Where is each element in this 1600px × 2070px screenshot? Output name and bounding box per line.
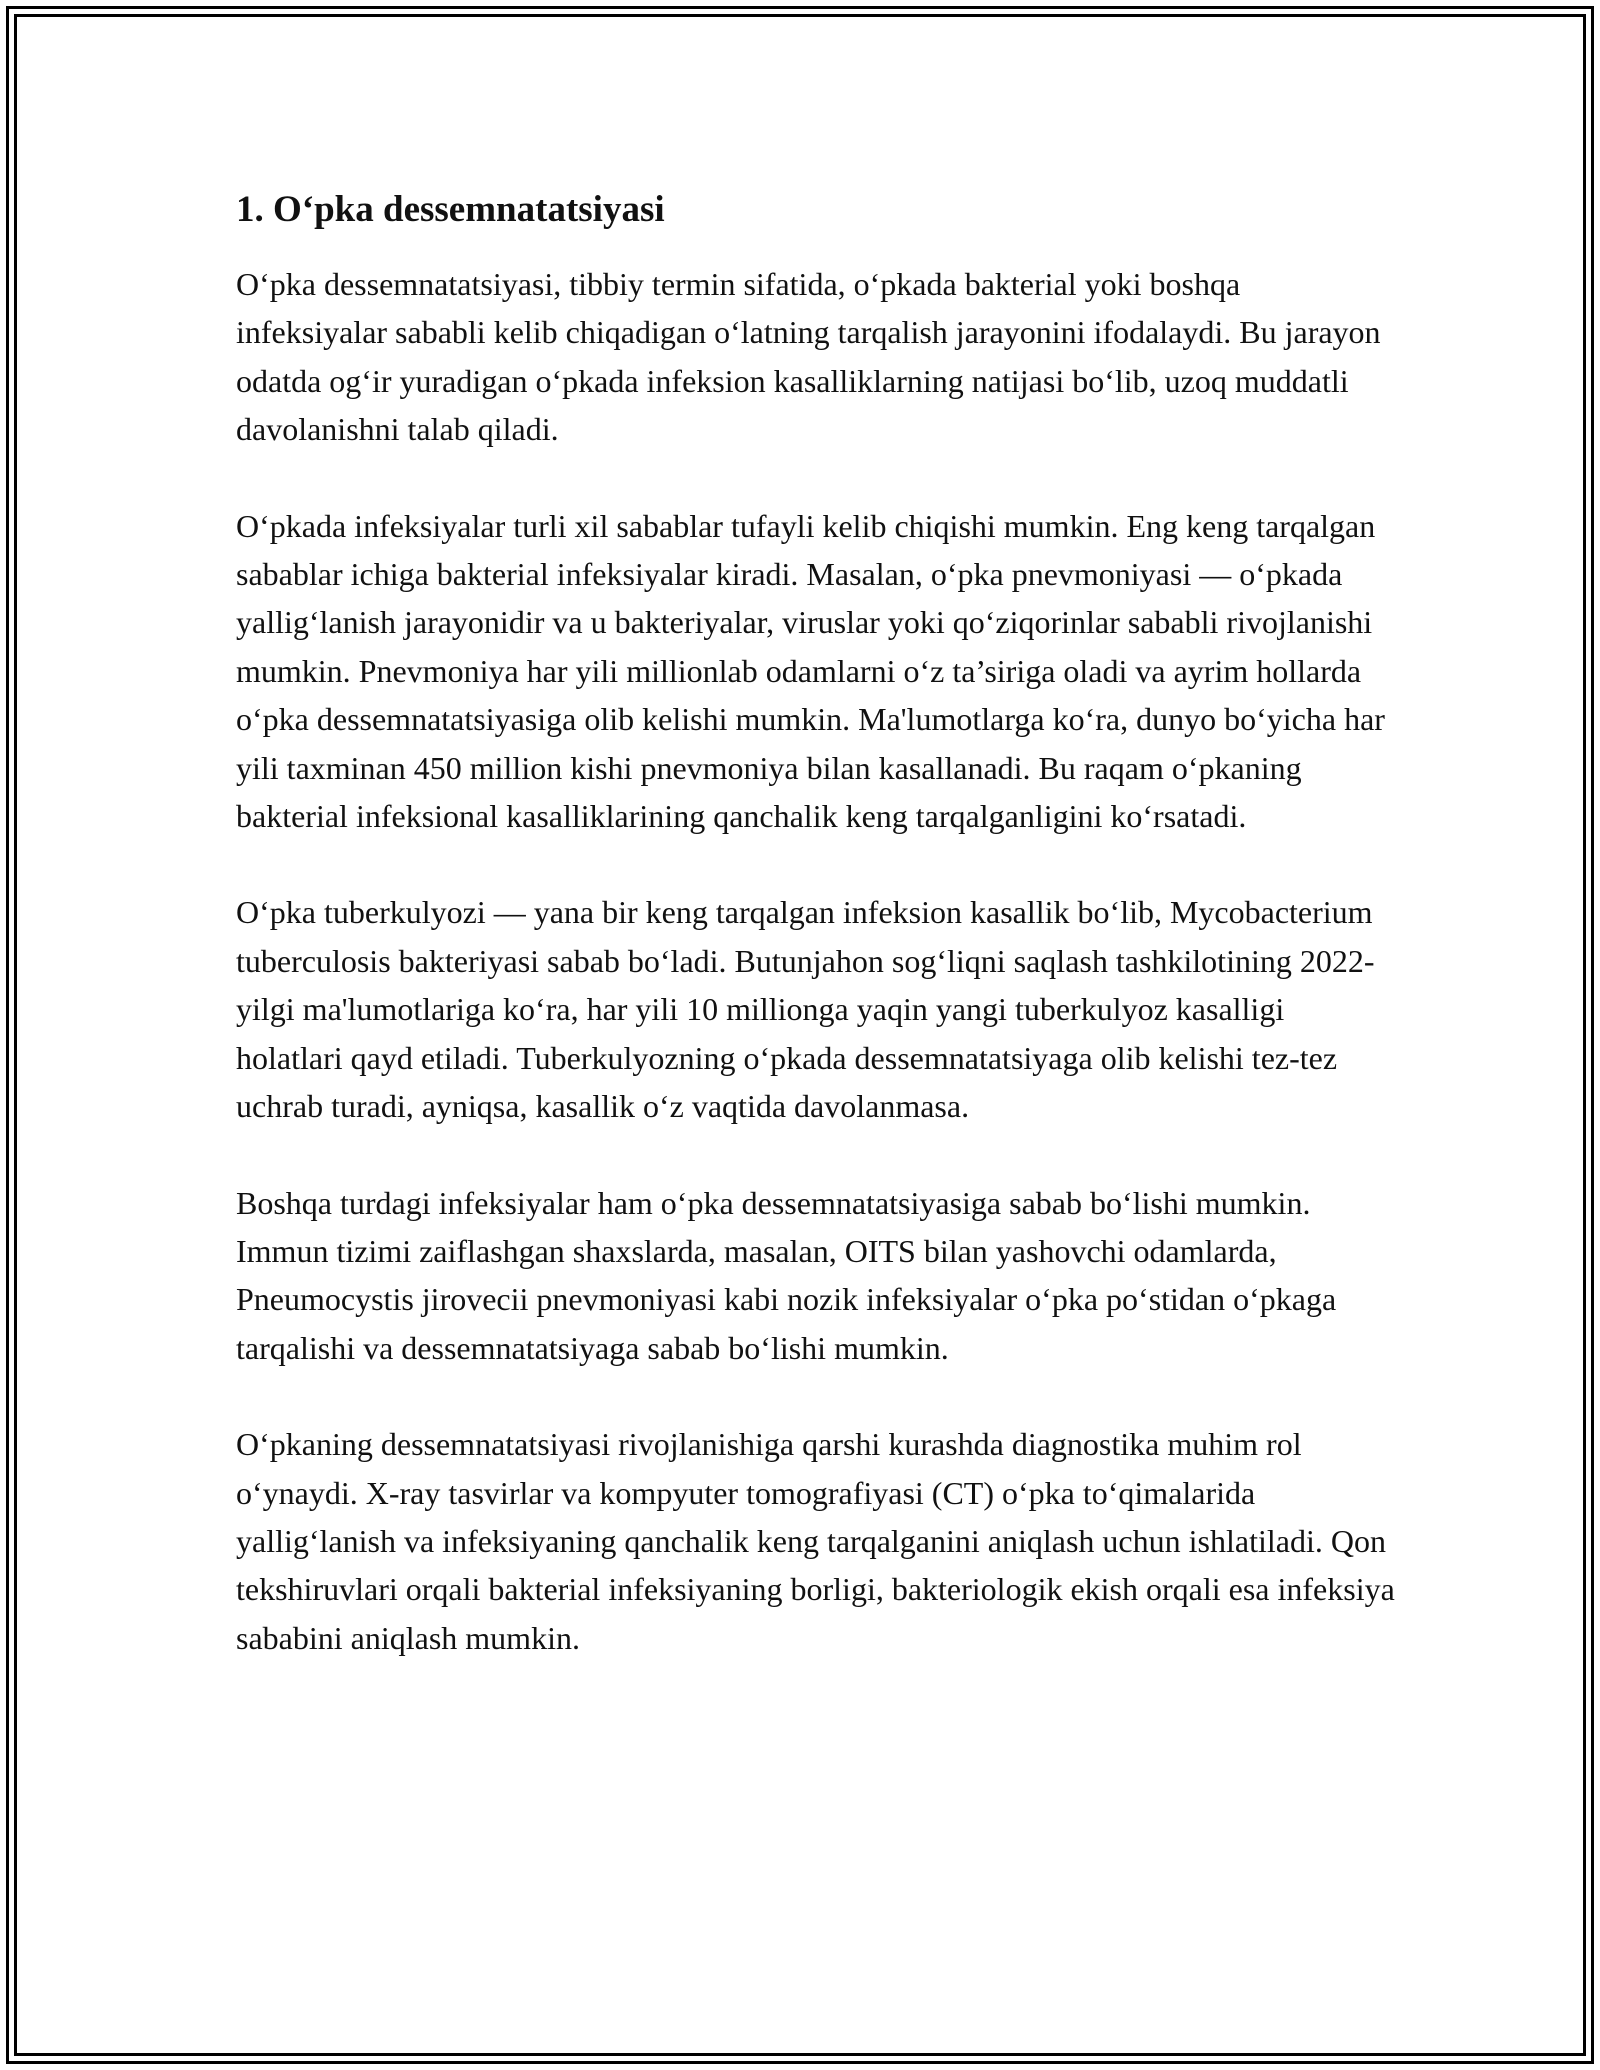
paragraph-other-infections: Boshqa turdagi infeksiyalar ham o‘pka dessemnatatsiyasiga sabab bo‘lishi mumkin. Immun tizimi zaiflashgan shaxslarda, masalan, OITS bilan yashovchi odamlarda, Pneumocystis jirovecii pnevmoniyasi kabi nozik infeksiyalar o‘pka po‘stidan o‘pkaga tarqalishi va dessemnatatsiyaga sabab bo‘lishi mumkin.	[236, 1184, 1337, 1366]
paragraph-diagnostics: O‘pkaning dessemnatatsiyasi rivojlanishiga qarshi kurashda diagnostika muhim rol o‘ynaydi. X-ray tasvirlar va kompyuter tomografiyasi (CT) o‘pka to‘qimalarida yallig‘lanish va infeksiyaning qanchalik keng tarqalganini aniqlash uchun ishlatiladi. Qon tekshiruvlari orqali bakterial infeksiyaning borligi, bakteriologik ekish orqali esa infeksiya sababini aniqlash mumkin.	[236, 1426, 1395, 1656]
paragraph-tuberculosis: O‘pka tuberkulyozi — yana bir keng tarqalgan infeksion kasallik bo‘lib, Mycobacterium tuberculosis bakteriyasi sabab bo‘ladi. Butunjahon sog‘liqni saqlash tashkilotining 2022-yilgi ma'lumotlariga ko‘ra, har yili 10 millionga yaqin yangi tuberkulyoz kasalligi holatlari qayd etiladi. Tuberkulyozning o‘pkada dessemnatatsiyaga olib kelishi tez-tez uchrab turadi, ayniqsa, kasallik o‘z vaqtida davolanmasa.	[236, 894, 1375, 1125]
section-heading: 1. O‘pka dessemnatatsiyasi	[236, 189, 665, 230]
document-body	[236, 188, 1396, 1662]
paragraph-pneumonia: O‘pkada infeksiyalar turli xil sabablar tufayli kelib chiqishi mumkin. Eng keng tarqalgan sabablar ichiga bakterial infeksiyalar kiradi. Masalan, o‘pka pnevmoniyasi — o‘pkada yallig‘lanish jarayonidir va u bakteriyalar, viruslar yoki qo‘ziqorinlar sababli rivojlanishi mumkin. Pnevmoniya har yili millionlab odamlarni o‘z ta’siriga oladi va ayrim hollarda o‘pka dessemnatatsiyasiga olib kelishi mumkin. Ma'lumotlarga ko‘ra, dunyo bo‘yicha har yili taxminan 450 million kishi pnevmoniya bilan kasallanadi. Bu raqam o‘pkaning bakterial infeksional kasalliklarining qanchalik keng tarqalganligini ko‘rsatadi.	[236, 507, 1385, 835]
paragraph-intro: O‘pka dessemnatatsiyasi, tibbiy termin sifatida, o‘pkada bakterial yoki boshqa infeksiyalar sababli kelib chiqadigan o‘latning tarqalish jarayonini ifodalaydi. Bu jarayon odatda og‘ir yuradigan o‘pkada infeksion kasalliklarning natijasi bo‘lib, uzoq muddatli davolanishni talab qiladi.	[236, 266, 1381, 448]
